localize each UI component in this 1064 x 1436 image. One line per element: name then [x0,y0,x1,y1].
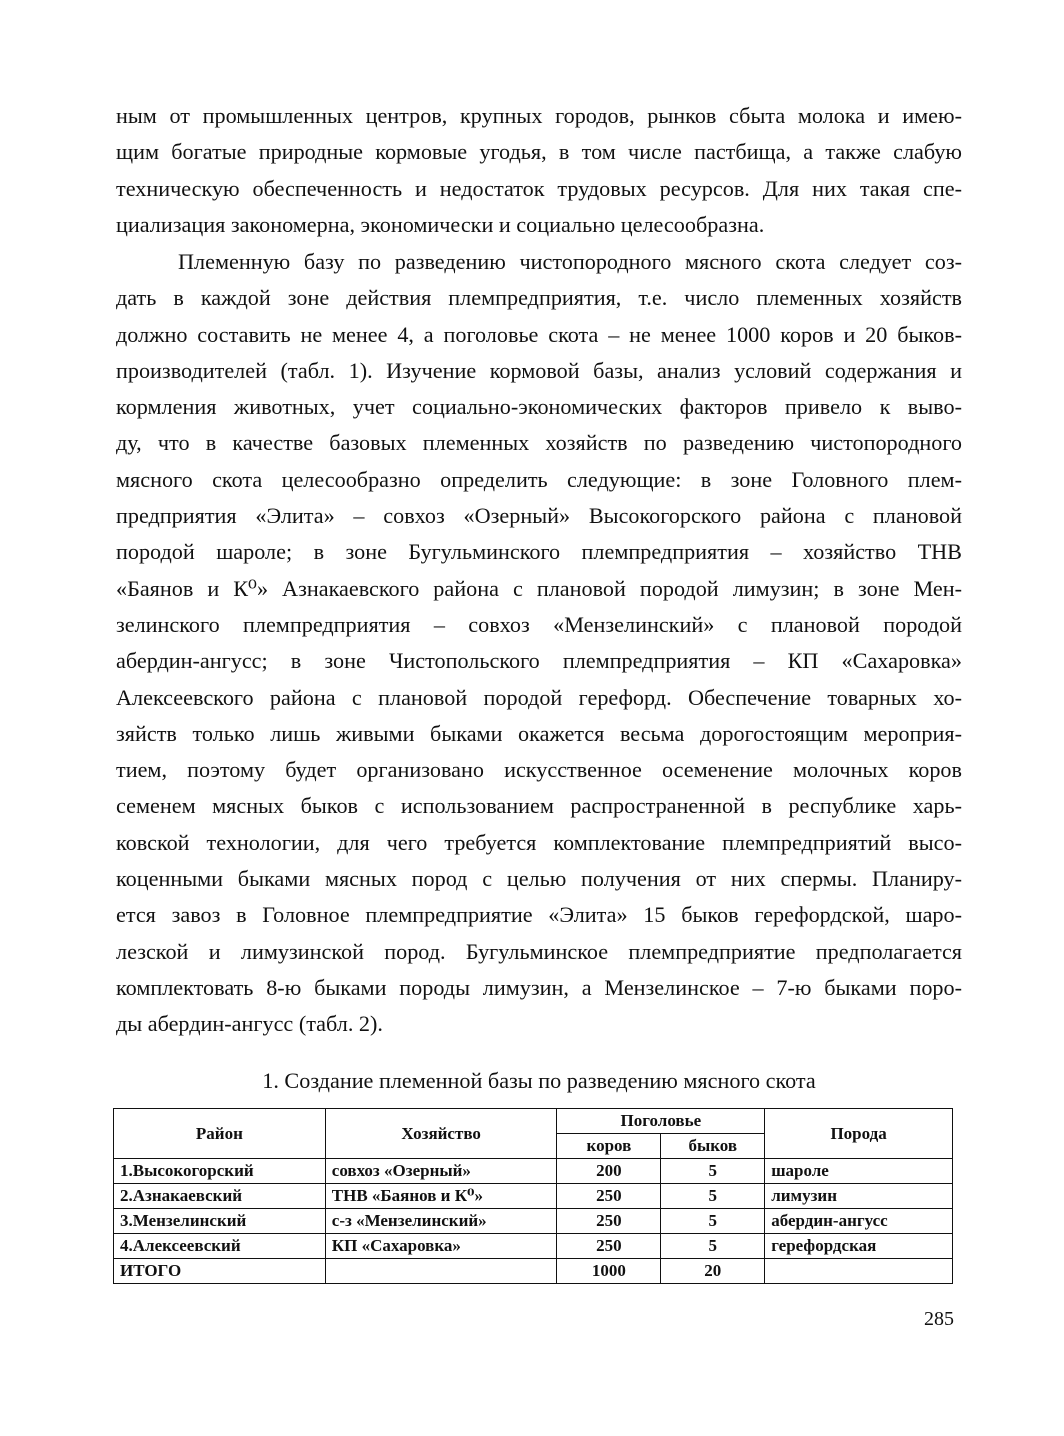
cell-total-bulls: 20 [661,1259,765,1284]
header-cows: коров [557,1134,661,1159]
text-line: мясного скота целесообразно определить следующие: в зоне Головного плем- [116,466,962,492]
table-caption: 1. Создание племенной базы по разведению мясного скота [262,1068,816,1093]
cell-cows: 250 [557,1234,661,1259]
cell-total-breed [765,1259,953,1284]
paragraph-1 [116,98,962,243]
cell-district: 3.Мензелинский [114,1209,326,1234]
text-line: техническую обеспеченность и недостаток трудовых ресурсов. Для них такая спе- [116,175,962,201]
text-line: Алексеевского района с плановой породой герефорд. Обеспечение товарных хо- [116,684,962,710]
header-farm: Хозяйство [325,1109,557,1159]
text-line: лезской и лимузинской пород. Бугульминское племпредприятие предполагается [116,938,962,964]
cell-farm: ТНВ «Баянов и К⁰» [325,1184,557,1209]
text-line: комплектовать 8-ю быками породы лимузин, а Мензелинское – 7-ю быками поро- [116,974,962,1000]
header-district: Район [114,1109,326,1159]
text-line: циализация закономерна, экономически и социально целесообразна. [116,211,765,237]
cell-cows: 250 [557,1184,661,1209]
cell-breed: герефордская [765,1234,953,1259]
text-line: ды абердин-ангусс (табл. 2). [116,1011,383,1037]
cell-breed: лимузин [765,1184,953,1209]
cell-district: 4.Алексеевский [114,1234,326,1259]
cell-district: 1.Высокогорский [114,1159,326,1184]
cell-bulls: 5 [661,1209,765,1234]
table-row [114,1159,953,1184]
cell-district: 2.Азнакаевский [114,1184,326,1209]
text-line: породой шароле; в зоне Бугульминского племпредприятия – хозяйство ТНВ [116,539,962,565]
breeding-base-table [113,1108,953,1284]
text-line: семенем мясных быков с использованием распространенной в республике харь- [116,793,962,819]
text-line: коценными быками мясных пород с целью получения от них спермы. Планиру- [116,866,962,892]
text-line: щим богатые природные кормовые угодья, в том числе пастбища, а также слабую [116,139,962,165]
page-number: 285 [924,1308,954,1330]
text-line: Племенную базу по разведению чистопородного мясного скота следует соз- [178,249,962,274]
text-line: ным от промышленных центров, крупных городов, рынков сбыта молока и имею- [116,103,962,128]
cell-farm: КП «Сахаровка» [325,1234,557,1259]
text-line: «Баянов и К⁰» Азнакаевского района с плановой породой лимузин; в зоне Мен- [116,575,962,601]
text-line: производителей (табл. 1). Изучение кормовой базы, анализ условий содержания и [116,357,962,383]
text-line: должно составить не менее 4, а поголовье скота – не менее 1000 коров и 20 быков- [116,321,962,347]
text-line: дать в каждой зоне действия племпредприятия, т.е. число племенных хозяйств [116,285,962,311]
text-line: тием, поэтому будет организовано искусственное осеменение молочных коров [116,757,962,783]
cell-bulls: 5 [661,1159,765,1184]
text-line: ду, что в качестве базовых племенных хозяйств по разведению чистопородного [116,430,962,456]
header-bulls: быков [661,1134,765,1159]
table-row [114,1184,953,1209]
cell-total-cows: 1000 [557,1259,661,1284]
cell-farm: совхоз «Озерный» [325,1159,557,1184]
header-livestock: Поголовье [557,1109,765,1134]
table-row [114,1209,953,1234]
total-row [114,1259,953,1284]
text-line: ковской технологии, для чего требуется комплектование племпредприятий высо- [116,829,962,855]
text-line: ется завоз в Головное племпредприятие «Элита» 15 быков герефордской, шаро- [116,902,962,928]
text-line: абердин-ангусс; в зоне Чистопольского племпредприятия – КП «Сахаровка» [116,648,962,674]
header-breed: Порода [765,1109,953,1159]
table-row [114,1234,953,1259]
cell-cows: 250 [557,1209,661,1234]
paragraph-2 [116,244,962,1043]
cell-bulls: 5 [661,1184,765,1209]
cell-breed: абердин-ангусс [765,1209,953,1234]
cell-total-farm [325,1259,557,1284]
cell-farm: с-з «Мензелинский» [325,1209,557,1234]
cell-total-label: ИТОГО [114,1259,326,1284]
text-line: предприятия «Элита» – совхоз «Озерный» Высокогорского района с плановой [116,503,962,529]
cell-breed: шароле [765,1159,953,1184]
cell-bulls: 5 [661,1234,765,1259]
text-line: кормления животных, учет социально-экономических факторов привело к выво- [116,394,962,420]
text-line: зелинского племпредприятия – совхоз «Мензелинский» с плановой породой [116,611,962,637]
text-line: зяйств только лишь живыми быками окажется весьма дорогостоящим мероприя- [116,720,962,746]
cell-cows: 200 [557,1159,661,1184]
